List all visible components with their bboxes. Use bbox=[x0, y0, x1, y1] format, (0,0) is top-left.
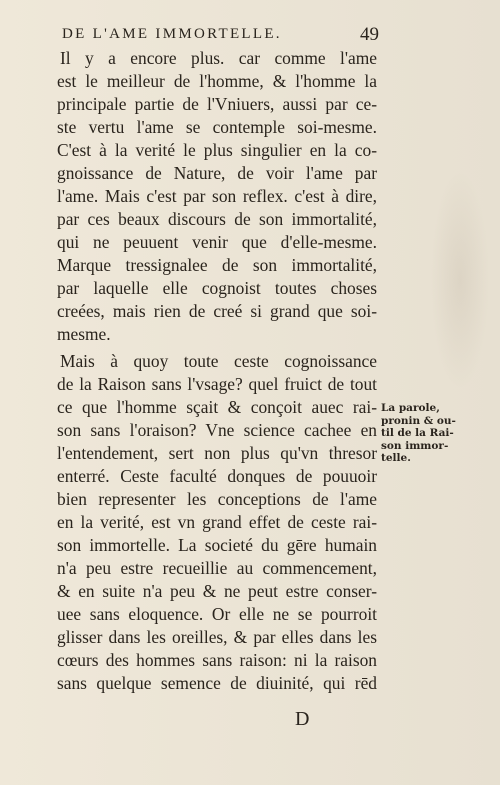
text-line: Marque tressignalee de son immortalité, bbox=[57, 255, 377, 275]
text-line: en la verité, est vn grand effet de ceste rai- bbox=[57, 512, 377, 532]
marginal-note-line: pronin & ou- bbox=[381, 414, 456, 427]
ink-bleed-through bbox=[430, 170, 490, 390]
text-line: cœurs des hommes sans raison: ni la raison bbox=[57, 650, 377, 670]
text-line: creées, mais rien de creé si grand que soi- bbox=[57, 301, 377, 321]
text-line: & en suite n'a peu & ne peut estre conser- bbox=[57, 581, 377, 601]
running-header bbox=[62, 26, 382, 48]
marginal-note-line: La parole, bbox=[381, 402, 440, 414]
text-line: son sans l'oraison? Vne science cachee en bbox=[57, 420, 377, 440]
marginal-note bbox=[381, 402, 461, 465]
text-line: bien representer les conceptions de l'ame bbox=[57, 489, 377, 509]
text-line: glisser dans les oreilles, & par elles dans les bbox=[57, 627, 377, 647]
text-line: gnoissance de Nature, de voir l'ame par bbox=[57, 163, 377, 183]
text-line: l'ame. Mais c'est par son reflex. c'est à dire, bbox=[57, 186, 377, 206]
text-line: n'a peu estre recueillie au commencement, bbox=[57, 558, 377, 578]
text-line: Mais à quoy toute ceste cognoissance bbox=[60, 351, 377, 371]
text-line: ste vertu l'ame se contemple soi-mesme. bbox=[57, 117, 377, 137]
text-line: principale partie de l'Vniuers, aussi par ce- bbox=[57, 94, 377, 114]
text-line: ce que l'homme sçait & conçoit auec rai- bbox=[57, 397, 377, 417]
text-line: son immortelle. La societé du gēre humain bbox=[57, 535, 377, 555]
text-line: C'est à la verité le plus singulier en la co- bbox=[57, 140, 377, 160]
marginal-note-line: telle. bbox=[381, 452, 411, 464]
text-line: mesme. bbox=[57, 324, 111, 344]
marginal-note-line: til de la Rai- bbox=[381, 427, 454, 439]
text-line: uee sans eloquence. Or elle ne se pourroit bbox=[57, 604, 377, 624]
signature-mark: D bbox=[295, 708, 310, 730]
text-line: qui ne peuuent venir que d'elle-mesme. bbox=[57, 232, 377, 252]
text-line: est le meilleur de l'homme, & l'homme la bbox=[57, 71, 377, 91]
text-line: par laquelle elle cognoist toutes choses bbox=[57, 278, 377, 298]
text-line: par ces beaux discours de son immortalité, bbox=[57, 209, 377, 229]
text-line: de la Raison sans l'vsage? quel fruict de tout bbox=[57, 374, 377, 394]
text-line: Il y a encore plus. car comme l'ame bbox=[60, 48, 377, 68]
running-title: DE L'AME IMMORTELLE. bbox=[62, 26, 282, 42]
page-number: 49 bbox=[360, 24, 379, 45]
text-line: enterré. Ceste faculté donques de pouuoir bbox=[57, 466, 377, 486]
marginal-note-line: son immor- bbox=[381, 439, 449, 452]
text-line: l'entendement, sert non plus qu'vn thresor bbox=[57, 443, 377, 463]
text-line: sans quelque semence de diuinité, qui rēd bbox=[57, 673, 377, 693]
